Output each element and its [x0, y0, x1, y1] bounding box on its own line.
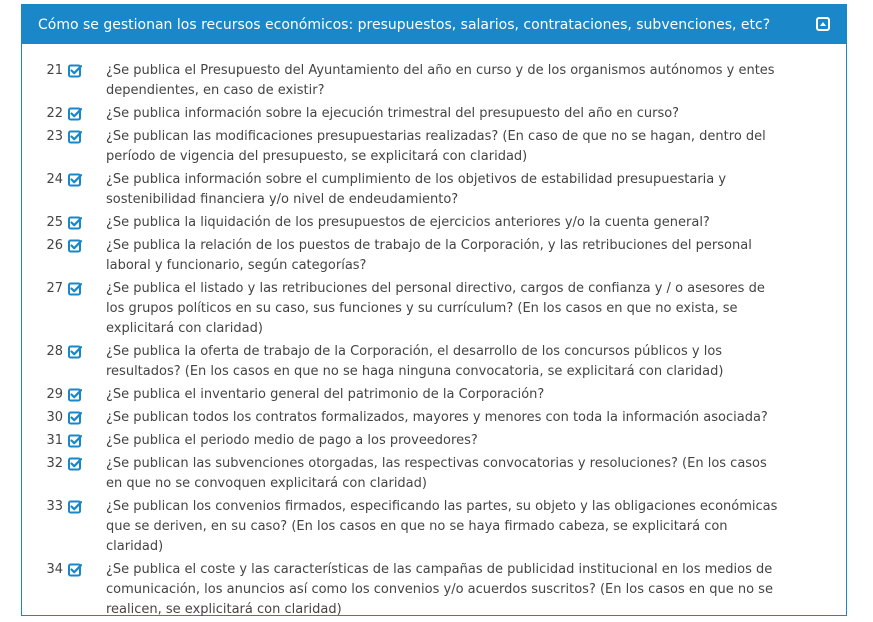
collapse-up-icon[interactable]	[816, 17, 830, 31]
question-text: ¿Se publican los convenios firmados, especificando las partes, su objeto y las obligaciones económicas que se deriven, en su caso? (En los casos en que no se haya firmado cabeza, se explicitará con claridad)	[106, 499, 778, 554]
question-number: 29	[46, 387, 63, 402]
question-text: ¿Se publica la liquidación de los presupuestos de ejercicios anteriores y/o la cuenta general?	[106, 215, 710, 230]
checkbox-checked-icon[interactable]	[68, 385, 84, 405]
question-number: 26	[46, 238, 63, 253]
list-item	[22, 560, 846, 620]
question-text: ¿Se publica el periodo medio de pago a los proveedores?	[106, 433, 478, 448]
list-item	[22, 104, 846, 124]
checkbox-checked-icon[interactable]	[68, 431, 84, 451]
question-text: ¿Se publica la relación de los puestos de trabajo de la Corporación, y las retribuciones del personal laboral y funcionario, según categorías?	[106, 238, 752, 273]
list-item	[22, 213, 846, 233]
question-text: ¿Se publican las modificaciones presupuestarias realizadas? (En caso de que no se hagan, dentro del período de vigencia del presupuesto, se explicitará con claridad)	[106, 129, 766, 164]
question-list	[22, 44, 846, 620]
question-number: 32	[46, 456, 63, 471]
checkbox-checked-icon[interactable]	[68, 560, 84, 580]
list-item	[22, 342, 846, 382]
question-text: ¿Se publica el coste y las características de las campañas de publicidad institucional en los medios de comunicación, los anuncios así como los convenios y/o acuerdos suscritos? (En los casos en que no se realicen, se explicitará con claridad)	[106, 562, 773, 617]
question-number: 27	[46, 281, 63, 296]
list-item	[22, 279, 846, 339]
question-number: 28	[46, 344, 63, 359]
checkbox-checked-icon[interactable]	[68, 104, 84, 124]
checkbox-checked-icon[interactable]	[68, 342, 84, 362]
list-item	[22, 170, 846, 210]
list-item	[22, 431, 846, 451]
checkbox-checked-icon[interactable]	[68, 213, 84, 233]
checkbox-checked-icon[interactable]	[68, 454, 84, 474]
question-text: ¿Se publican las subvenciones otorgadas, las respectivas convocatorias y resoluciones? (En los casos en que no se convoquen explicitará con claridad)	[106, 456, 767, 491]
question-number: 24	[46, 172, 63, 187]
checkbox-checked-icon[interactable]	[68, 170, 84, 190]
checkbox-checked-icon[interactable]	[68, 236, 84, 256]
question-text: ¿Se publica información sobre el cumplimiento de los objetivos de estabilidad presupuestaria y sostenibilidad financiera y/o nivel de endeudamiento?	[106, 172, 727, 207]
question-number: 22	[46, 106, 63, 121]
checkbox-checked-icon[interactable]	[68, 279, 84, 299]
question-text: ¿Se publican todos los contratos formalizados, mayores y menores con toda la información asociada?	[106, 410, 768, 425]
checkbox-checked-icon[interactable]	[68, 61, 84, 81]
checkbox-checked-icon[interactable]	[68, 408, 84, 428]
question-text: ¿Se publica información sobre la ejecución trimestral del presupuesto del año en curso?	[106, 106, 680, 121]
question-text: ¿Se publica el inventario general del patrimonio de la Corporación?	[106, 387, 545, 402]
list-item	[22, 408, 846, 428]
panel-header[interactable]	[22, 5, 846, 44]
question-text: ¿Se publica el Presupuesto del Ayuntamiento del año en curso y de los organismos autónomos y entes dependientes, en caso de existir?	[106, 63, 775, 98]
panel-title: Cómo se gestionan los recursos económicos: presupuestos, salarios, contrataciones, subvenciones, etc?	[38, 16, 771, 33]
list-item	[22, 497, 846, 557]
question-text: ¿Se publica el listado y las retribuciones del personal directivo, cargos de confianza y / o asesores de los grupos políticos en su caso, sus funciones y su currículum? (En los casos en que no exista, se explicitará con claridad)	[106, 281, 765, 336]
question-number: 25	[46, 215, 63, 230]
list-item	[22, 236, 846, 276]
question-panel	[21, 4, 847, 616]
list-item	[22, 454, 846, 494]
question-number: 21	[46, 63, 63, 78]
question-number: 30	[46, 410, 63, 425]
list-item	[22, 61, 846, 101]
question-text: ¿Se publica la oferta de trabajo de la Corporación, el desarrollo de los concursos públicos y los resultados? (En los casos en que no se haga ninguna convocatoria, se explicitará con claridad)	[106, 344, 724, 379]
question-number: 34	[46, 562, 63, 577]
question-number: 33	[46, 499, 63, 514]
list-item	[22, 385, 846, 405]
question-number: 23	[46, 129, 63, 144]
checkbox-checked-icon[interactable]	[68, 127, 84, 147]
checkbox-checked-icon[interactable]	[68, 497, 84, 517]
question-number: 31	[46, 433, 63, 448]
list-item	[22, 127, 846, 167]
